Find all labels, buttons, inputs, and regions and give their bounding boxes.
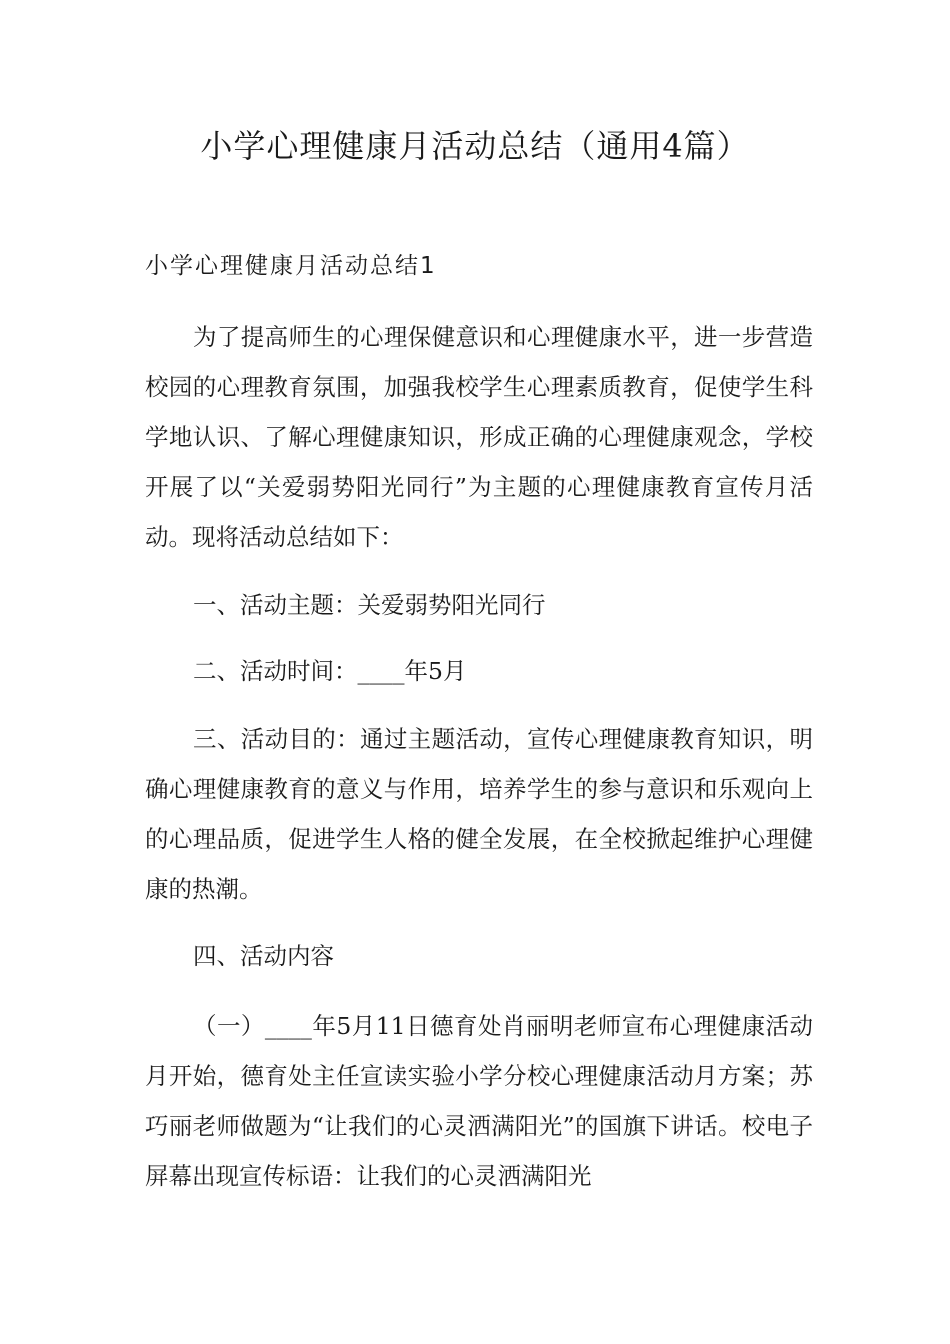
document-title: 小学心理健康月活动总结（通用4篇） — [200, 127, 750, 165]
activity-theme-paragraph: 一、活动主题：关爱弱势阳光同行 — [193, 591, 546, 619]
activity-time-paragraph: 二、活动时间：____年5月 — [193, 657, 467, 685]
intro-paragraph: 为了提高师生的心理保健意识和心理健康水平，进一步营造校园的心理教育氛围，加强我校学生心理素质教育，促使学生科学地认识、了解心理健康知识，形成正确的心理健康观念，学校开展了以“关爱弱势阳光同行”为主题的心理健康教育宣传月活动。现将活动总结如下： — [145, 323, 813, 551]
activity-content-heading: 四、活动内容 — [193, 942, 334, 970]
activity-item-1-paragraph: （一）____年5月11日德育处肖丽明老师宣布心理健康活动月开始，德育处主任宣读实验小学分校心理健康活动月方案；苏巧丽老师做题为“让我们的心灵洒满阳光”的国旗下讲话。校电子屏幕出现宣传标语：让我们的心灵洒满阳光 — [145, 1012, 813, 1190]
activity-goal-paragraph: 三、活动目的：通过主题活动，宣传心理健康教育知识，明确心理健康教育的意义与作用，培养学生的参与意识和乐观向上的心理品质，促进学生人格的健全发展，在全校掀起维护心理健康的热潮。 — [145, 725, 813, 903]
section-heading: 小学心理健康月活动总结1 — [145, 253, 437, 279]
